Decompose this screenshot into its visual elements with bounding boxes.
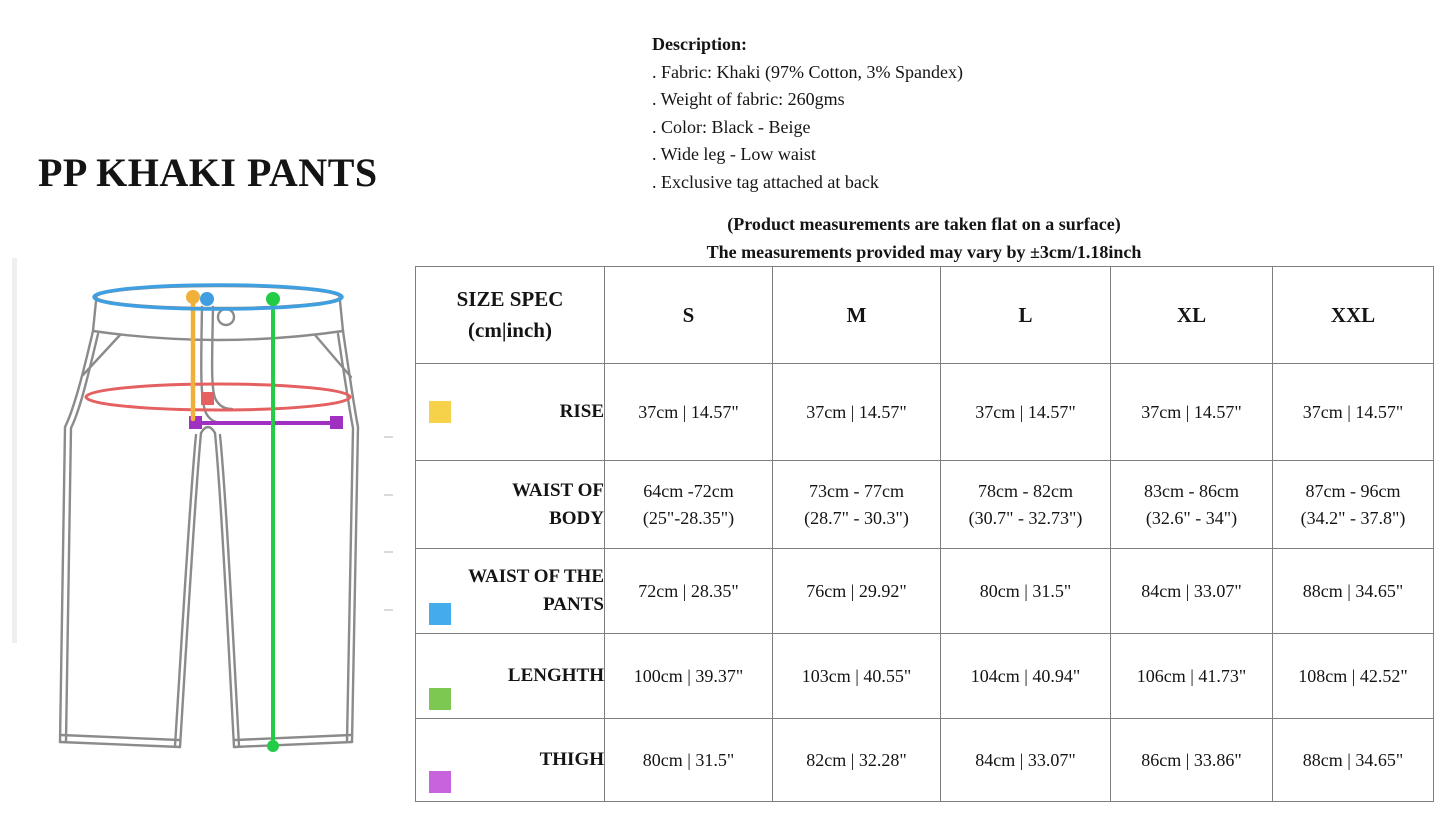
waist-of-pants-dot (200, 292, 214, 306)
rise-line-endpoint (186, 290, 200, 304)
measurement-cell: 106cm | 41.73" (1111, 634, 1273, 719)
table-row-thigh (416, 719, 1434, 802)
measurement-cell: 108cm | 42.52" (1273, 634, 1434, 719)
measurement-cell: 37cm | 14.57" (941, 364, 1111, 461)
table-row-waist-of-body (416, 461, 1434, 549)
measurement-cell: 73cm - 77cm (28.7" - 30.3") (773, 461, 941, 549)
size-column-header-s: S (605, 267, 773, 364)
measurement-cell: 100cm | 39.37" (605, 634, 773, 719)
waist-of-pants-line (94, 285, 342, 309)
thigh-color-swatch-icon (429, 771, 451, 793)
measurement-cell: 37cm | 14.57" (1111, 364, 1273, 461)
measurement-cell: 88cm | 34.65" (1273, 549, 1434, 634)
length-line-endpoint (266, 292, 280, 306)
description-line: . Wide leg - Low waist (652, 144, 816, 164)
measurement-note (415, 210, 1433, 266)
measurement-cell: 84cm | 33.07" (941, 719, 1111, 802)
measurement-cell: 37cm | 14.57" (605, 364, 773, 461)
size-spec-header: SIZE SPEC (cm|inch) (416, 267, 605, 364)
measurement-cell: 80cm | 31.5" (941, 549, 1111, 634)
length-color-swatch-icon (429, 688, 451, 710)
description-block (652, 31, 963, 196)
page-title: PP KHAKI PANTS (38, 149, 378, 195)
description-heading: Description: (652, 34, 747, 54)
description-line: . Weight of fabric: 260gms (652, 89, 845, 109)
waist-of-body-dot (201, 392, 214, 405)
measurement-cell: 86cm | 33.86" (1111, 719, 1273, 802)
size-column-header-xl: XL (1111, 267, 1273, 364)
size-column-header-l: L (941, 267, 1111, 364)
row-label-waist-of-the-pants: WAIST OF THE PANTS (416, 549, 605, 634)
description-line: . Exclusive tag attached at back (652, 171, 879, 192)
thigh-line-endpoint (330, 416, 343, 429)
measurement-cell: 88cm | 34.65" (1273, 719, 1434, 802)
pants-outline (60, 286, 358, 747)
measurement-note-line2: The measurements provided may vary by ±3cm/1.18inch (706, 242, 1142, 262)
measurement-cell: 37cm | 14.57" (773, 364, 941, 461)
row-label-thigh: THIGH (416, 719, 605, 802)
faint-tick-marks (384, 437, 393, 610)
measurement-cell: 103cm | 40.55" (773, 634, 941, 719)
measurement-cell: 87cm - 96cm (34.2" - 37.8") (1273, 461, 1434, 549)
size-column-header-xxl: XXL (1273, 267, 1434, 364)
description-line: . Fabric: Khaki (97% Cotton, 3% Spandex) (652, 61, 963, 82)
table-row-lenghth (416, 634, 1434, 719)
measurement-cell: 84cm | 33.07" (1111, 549, 1273, 634)
size-spec-table (415, 266, 1434, 802)
measurement-cell: 83cm - 86cm (32.6" - 34") (1111, 461, 1273, 549)
measurement-cell: 80cm | 31.5" (605, 719, 773, 802)
table-row-waist-of-the-pants (416, 549, 1434, 634)
row-label-waist-of-body: WAIST OF BODY (416, 461, 605, 549)
measurement-cell: 64cm -72cm (25"-28.35") (605, 461, 773, 549)
measurement-note-line1: (Product measurements are taken flat on a surface) (727, 214, 1121, 234)
measurement-cell: 37cm | 14.57" (1273, 364, 1434, 461)
table-row-rise (416, 364, 1434, 461)
rise-color-swatch-icon (429, 401, 451, 423)
row-label-lenghth: LENGHTH (416, 634, 605, 719)
size-column-header-m: M (773, 267, 941, 364)
measurement-cell: 72cm | 28.35" (605, 549, 773, 634)
measurement-cell: 78cm - 82cm (30.7" - 32.73") (941, 461, 1111, 549)
measurement-cell: 76cm | 29.92" (773, 549, 941, 634)
row-label-rise: RISE (416, 364, 605, 461)
measurement-cell: 104cm | 40.94" (941, 634, 1111, 719)
pants-measurement-diagram (15, 255, 405, 795)
measurement-cell: 82cm | 32.28" (773, 719, 941, 802)
description-line: . Color: Black - Beige (652, 116, 811, 137)
waist-of-pants-color-swatch-icon (429, 603, 451, 625)
waist-of-body-line (86, 384, 350, 410)
length-line-endpoint (267, 740, 279, 752)
